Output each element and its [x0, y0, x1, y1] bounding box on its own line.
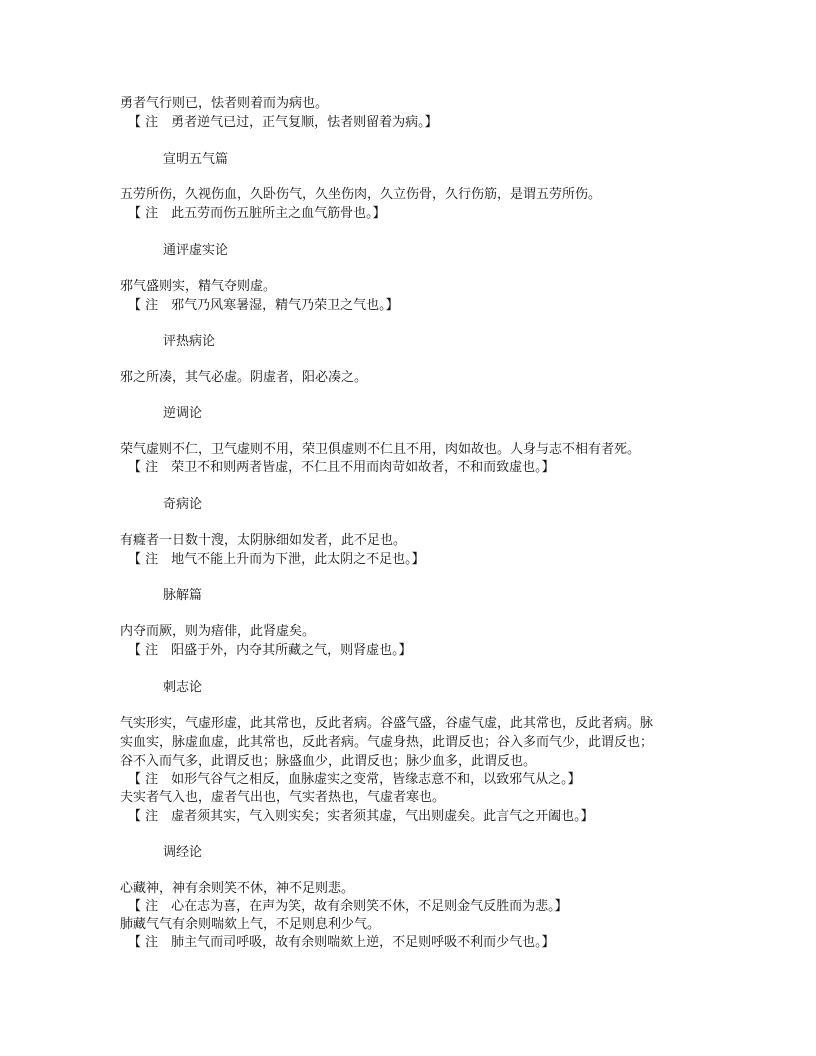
body-text: 实血实，脉虚血虚，此其常也，反此者病。气虚身热，此谓反也；谷入多而气少，此谓反也； — [120, 735, 654, 750]
section-heading: 逆调论 — [163, 406, 203, 421]
body-text: 肺藏气气有余则喘欬上气，不足则息利少气。 — [120, 917, 381, 932]
section-heading: 刺志论 — [163, 680, 203, 695]
annotation: 【 注 心在志为喜，在声为笑，故有余则笑不休，不足则金气反胜而为悲。】 — [128, 899, 568, 914]
body-text: 气实形实，气虚形虚，此其常也，反此者病。谷盛气盛，谷虚气虚，此其常也，反此者病。脉 — [120, 716, 654, 731]
annotation: 【 注 荣卫不和则两者皆虚，不仁且不用而肉苛如故者，不和而致虚也。】 — [128, 460, 555, 475]
body-text: 邪之所凑，其气必虚。阴虚者，阳必凑之。 — [120, 370, 368, 385]
section-heading: 脉解篇 — [163, 588, 203, 603]
body-text: 五劳所伤，久视伤血，久卧伤气，久坐伤肉，久立伤骨，久行伤筋，是谓五劳所伤。 — [120, 187, 602, 202]
annotation: 【 注 邪气乃风寒暑湿，精气乃荣卫之气也。】 — [128, 298, 399, 313]
annotation: 【 注 此五劳而伤五脏所主之血气筋骨也。】 — [128, 206, 386, 221]
section-heading: 宣明五气篇 — [163, 152, 229, 167]
body-text: 心藏神，神有余则笑不休，神不足则悲。 — [120, 881, 355, 896]
annotation: 【 注 虚者须其实，气入则实矣；实者须其虚，气出则虚矣。此言气之开阖也。】 — [128, 809, 594, 824]
body-text: 内夺而厥，则为瘖俳，此肾虚矣。 — [120, 624, 316, 639]
annotation: 【 注 如形气谷气之相反，血脉虚实之变常，皆缘志意不和，以致邪气从之。】 — [128, 772, 581, 787]
section-heading: 调经论 — [163, 845, 203, 860]
body-text: 邪气盛则实，精气夺则虚。 — [120, 279, 277, 294]
annotation: 【 注 阳盛于外，内夺其所藏之气，则肾虚也。】 — [128, 643, 412, 658]
body-text: 勇者气行则已，怯者则着而为病也。 — [120, 96, 329, 111]
section-heading: 评热病论 — [163, 334, 216, 349]
body-text: 有癃者一日数十溲，太阴脉细如发者，此不足也。 — [120, 533, 407, 548]
annotation: 【 注 勇者逆气已过，正气复顺，怯者则留着为病。】 — [128, 115, 438, 130]
body-text: 荣气虚则不仁，卫气虚则不用，荣卫俱虚则不仁且不用，肉如故也。人身与志不相有者死。 — [120, 442, 641, 457]
body-text: 夫实者气入也，虚者气出也，气实者热也，气虚者寒也。 — [120, 790, 446, 805]
annotation: 【 注 地气不能上升而为下泄，此太阴之不足也。】 — [128, 552, 425, 567]
section-heading: 奇病论 — [163, 497, 203, 512]
body-text: 谷不入而气多，此谓反也；脉盛血少，此谓反也；脉少血多，此谓反也。 — [120, 754, 537, 769]
section-heading: 通评虚实论 — [163, 243, 229, 258]
annotation: 【 注 肺主气而司呼吸，故有余则喘欬上逆，不足则呼吸不利而少气也。】 — [128, 935, 555, 950]
